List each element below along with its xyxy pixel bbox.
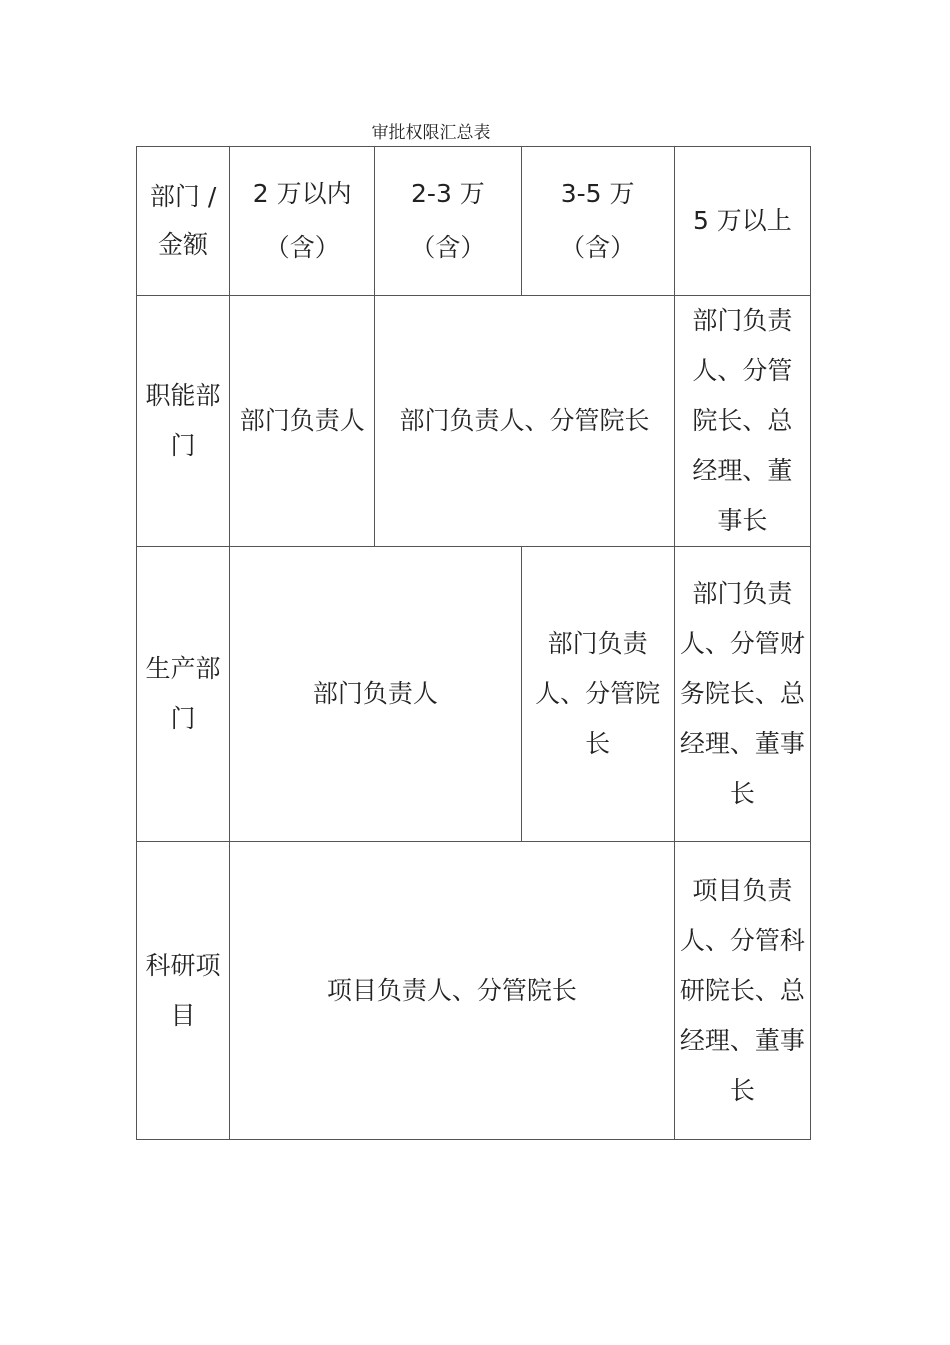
row-cell: 项目负责人、分管科研院长、总经理、董事长 <box>674 842 810 1140</box>
header-col-2-3w-amount: 2-3 万 <box>411 179 485 208</box>
header-dept-amount: 部门 / 金额 <box>137 147 230 296</box>
row-cell: 部门负责人、分管院长 <box>521 547 674 842</box>
header-col-under-2w-inclusive: （含） <box>264 233 340 262</box>
header-col-2-3w <box>375 147 521 296</box>
row-cell: 部门负责人、分管院长 <box>375 296 674 547</box>
row-cell: 部门负责人 <box>230 547 521 842</box>
table-row-functional-dept <box>137 296 811 547</box>
row-dept-label: 科研项目 <box>137 842 230 1140</box>
header-col-under-2w-amount: 2 万以内 <box>252 179 352 208</box>
row-cell: 部门负责人、分管财务院长、总经理、董事长 <box>674 547 810 842</box>
row-dept-label: 生产部门 <box>137 547 230 842</box>
row-cell: 项目负责人、分管院长 <box>230 842 675 1140</box>
header-col-3-5w <box>521 147 674 296</box>
header-col-over-5w: 5 万以上 <box>674 147 810 296</box>
header-col-3-5w-inclusive: （含） <box>560 233 636 262</box>
row-cell: 部门负责人 <box>230 296 375 547</box>
page-title: 审批权限汇总表 <box>371 123 491 143</box>
approval-authority-table <box>136 146 811 1140</box>
table-header-row <box>137 147 811 296</box>
table-row-research-project <box>137 842 811 1140</box>
header-col-3-5w-amount: 3-5 万 <box>560 179 635 208</box>
header-col-2-3w-inclusive: （含） <box>410 233 486 262</box>
row-dept-label: 职能部门 <box>137 296 230 547</box>
row-cell: 部门负责人、分管院长、总经理、董事长 <box>674 296 810 547</box>
table-row-production-dept <box>137 547 811 842</box>
header-col-under-2w <box>230 147 375 296</box>
